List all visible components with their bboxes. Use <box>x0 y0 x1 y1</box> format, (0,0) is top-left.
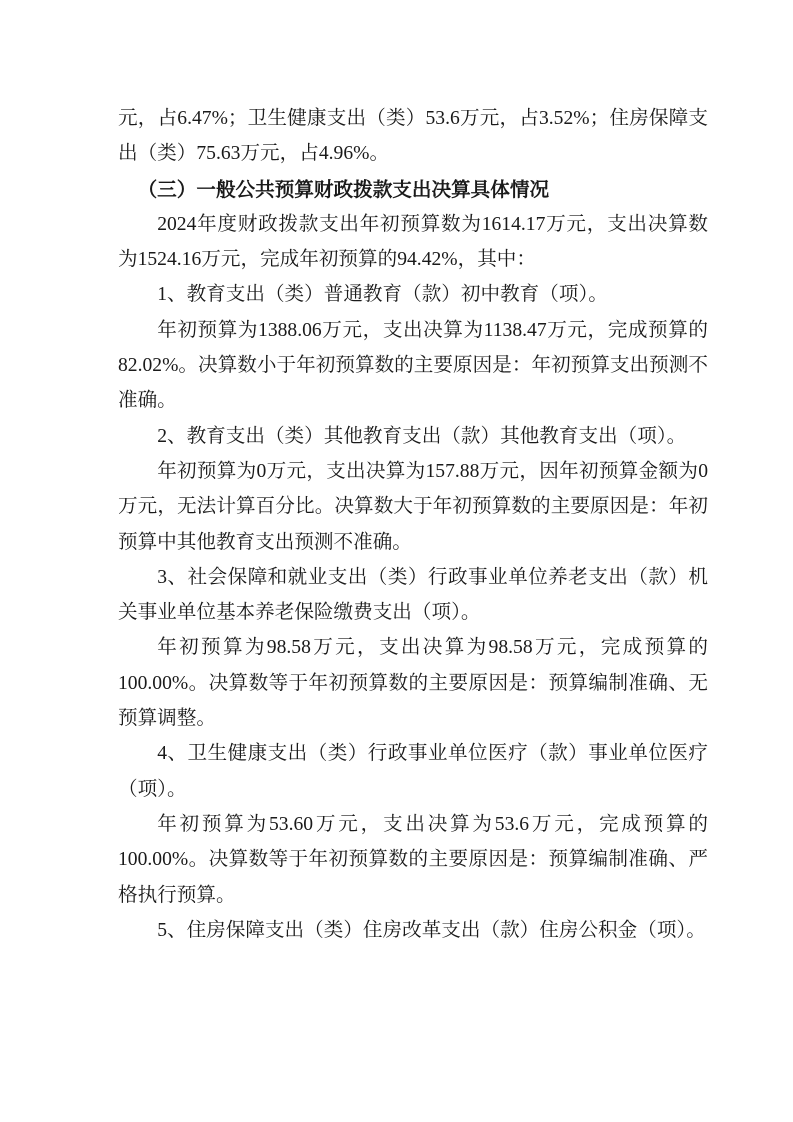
item-4-body: 年初预算为53.60万元，支出决算为53.6万元，完成预算的100.00%。决算数等于年初预算数的主要原因是：预算编制准确、严格执行预算。 <box>118 813 708 906</box>
document-page <box>118 101 708 948</box>
section-heading: （三）一般公共预算财政拨款支出决算具体情况 <box>137 177 550 201</box>
item-2-body: 年初预算为0万元，支出决算为157.88万元，因年初预算金额为0万元，无法计算百分比。决算数大于年初预算数的主要原因是：年初预算中其他教育支出预测不准确。 <box>118 460 708 553</box>
paragraph-summary: 2024年度财政拨款支出年初预算数为1614.17万元，支出决算数为1524.16万元，完成年初预算的94.42%，其中： <box>118 213 708 271</box>
paragraph-continuation: 元，占6.47%；卫生健康支出（类）53.6万元，占3.52%；住房保障支出（类）75.63万元，占4.96%。 <box>118 108 708 165</box>
item-3-body: 年初预算为98.58万元，支出决算为98.58万元，完成预算的100.00%。决算数等于年初预算数的主要原因是：预算编制准确、无预算调整。 <box>118 637 708 730</box>
item-2-title: 2、教育支出（类）其他教育支出（款）其他教育支出（项）。 <box>157 425 687 447</box>
item-3-title: 3、社会保障和就业支出（类）行政事业单位养老支出（款）机关事业单位基本养老保险缴费支出（项）。 <box>118 566 708 624</box>
item-1-title: 1、教育支出（类）普通教育（款）初中教育（项）。 <box>157 284 608 306</box>
item-5-title: 5、住房保障支出（类）住房改革支出（款）住房公积金（项）。 <box>157 919 706 941</box>
item-4-title: 4、卫生健康支出（类）行政事业单位医疗（款）事业单位医疗（项）。 <box>118 743 708 800</box>
item-1-body: 年初预算为1388.06万元，支出决算为1138.47万元，完成预算的82.02%。决算数小于年初预算数的主要原因是：年初预算支出预测不准确。 <box>118 319 708 412</box>
